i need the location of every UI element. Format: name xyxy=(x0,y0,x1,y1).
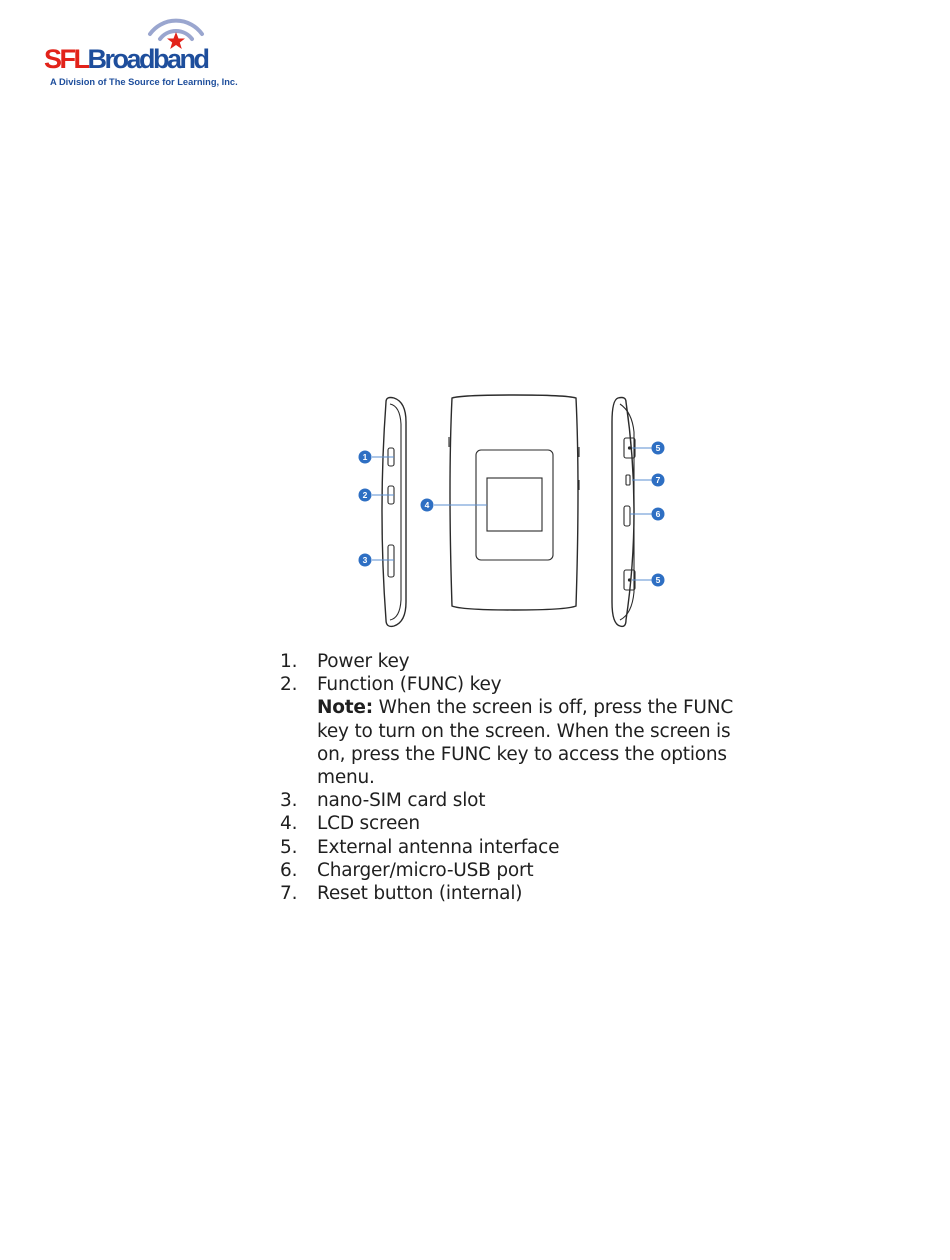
item-text: nano-SIM card slot xyxy=(317,790,486,812)
list-item xyxy=(280,882,740,905)
item-text: Function (FUNC) key xyxy=(317,674,502,696)
svg-text:4: 4 xyxy=(424,500,430,510)
callout-6 xyxy=(652,508,665,521)
callout-4 xyxy=(421,499,434,512)
item-number: 2. xyxy=(280,674,298,696)
callout-2 xyxy=(359,489,372,502)
item-text: Charger/micro-USB port xyxy=(317,859,534,881)
callout-1 xyxy=(359,451,372,464)
right-side-view xyxy=(612,398,635,627)
svg-text:7: 7 xyxy=(655,475,661,485)
item-text: External antenna interface xyxy=(317,836,560,858)
callout-5-bottom xyxy=(652,574,665,587)
left-side-view xyxy=(382,398,406,627)
svg-text:1: 1 xyxy=(362,452,368,462)
list-item xyxy=(280,789,740,812)
callout-3 xyxy=(359,554,372,567)
item-number: 3. xyxy=(280,790,298,812)
item-number: 7. xyxy=(280,883,298,905)
note-label: Note: xyxy=(317,697,373,719)
item-number: 1. xyxy=(280,651,298,672)
logo-name-blue: Broadband xyxy=(87,44,208,74)
item-number: 4. xyxy=(280,813,298,835)
svg-text:2: 2 xyxy=(362,490,368,500)
item-text: LCD screen xyxy=(317,813,420,835)
svg-text:SFLBroadband xyxy=(44,44,209,74)
logo-name-red: SFL xyxy=(44,44,88,74)
note-item xyxy=(280,696,740,789)
callout-5-top xyxy=(652,442,665,455)
list-item xyxy=(280,673,740,696)
list-item xyxy=(280,650,740,673)
parts-list xyxy=(280,650,740,905)
list-item xyxy=(280,859,740,882)
list-item xyxy=(280,812,740,835)
device-diagram xyxy=(350,392,680,632)
svg-text:5: 5 xyxy=(655,443,661,453)
company-logo xyxy=(44,10,256,90)
item-text: Reset button (internal) xyxy=(317,883,523,905)
item-text: Power key xyxy=(317,651,410,672)
front-view xyxy=(449,395,579,610)
svg-text:5: 5 xyxy=(655,575,661,585)
svg-text:6: 6 xyxy=(655,509,661,519)
callout-7 xyxy=(652,474,665,487)
item-number: 6. xyxy=(280,859,298,881)
note-text: When the screen is off, press the FUNC key to turn on the screen. When the screen is on, press the FUNC key to access the options menu. xyxy=(317,697,734,789)
list-item xyxy=(280,836,740,859)
item-number: 5. xyxy=(280,836,298,858)
logo-tagline: A Division of The Source for Learning, Inc. xyxy=(50,77,238,87)
svg-text:3: 3 xyxy=(362,555,368,565)
